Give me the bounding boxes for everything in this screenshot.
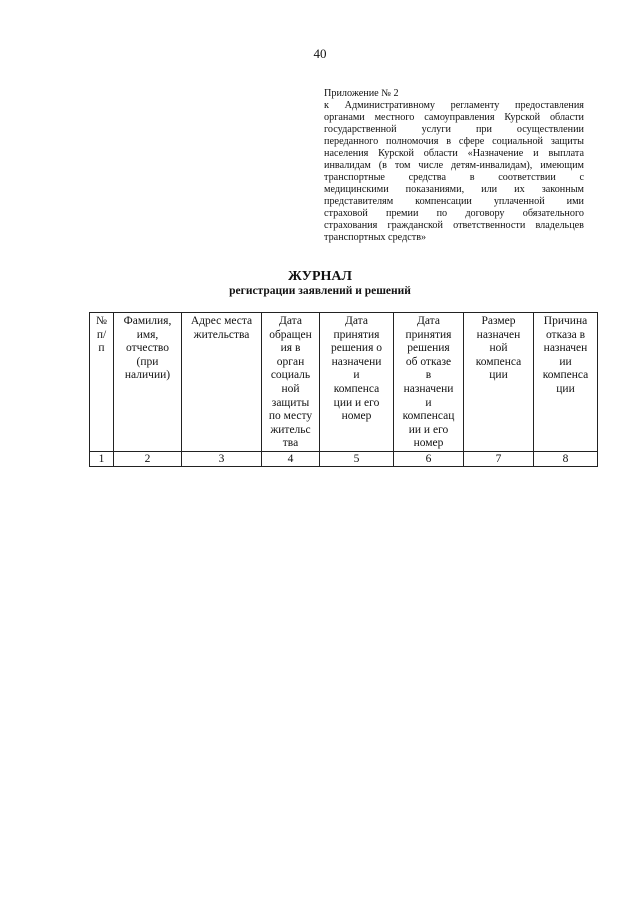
header-text: Дата bbox=[417, 315, 440, 327]
header-text: назначен bbox=[476, 328, 521, 341]
appendix-line: страхования гражданской ответственности владельцев bbox=[324, 220, 584, 231]
header-text: п bbox=[98, 342, 105, 355]
header-text: компенса bbox=[475, 355, 522, 368]
header-text: об отказе bbox=[405, 355, 452, 368]
header-text: ции и его bbox=[333, 396, 380, 409]
header-text: ции bbox=[556, 382, 575, 395]
header-text: п/ bbox=[96, 328, 107, 341]
journal-title: ЖУРНАЛ bbox=[288, 269, 352, 284]
column-number-cell: 4 bbox=[262, 451, 320, 466]
appendix-line: органами местного самоуправления Курской области bbox=[324, 112, 584, 123]
appendix-line: населения Курской области «Назначение и выплата bbox=[324, 148, 584, 159]
register-table bbox=[89, 312, 598, 467]
header-text: Адрес места bbox=[190, 315, 253, 327]
appendix-line: медицинскими показаниями, или их законным bbox=[324, 184, 584, 195]
header-text: принятия bbox=[333, 328, 380, 341]
appendix-line: страховой премии по договору обязательного bbox=[324, 208, 584, 219]
header-text: орган bbox=[276, 355, 305, 368]
header-text: назначен bbox=[543, 342, 588, 355]
header-text: жительс bbox=[270, 423, 311, 436]
header-cell-refusal-reason bbox=[534, 313, 598, 452]
page-number: 40 bbox=[313, 46, 327, 61]
appendix-line: инвалидам (в том числе детям-инвалидам), имеющим bbox=[324, 160, 584, 171]
header-cell-full-name bbox=[114, 313, 182, 452]
header-text: и bbox=[425, 396, 432, 409]
appendix-line: транспортных средств» bbox=[324, 232, 427, 243]
appendix-block bbox=[324, 88, 584, 244]
column-number-cell: 8 bbox=[534, 451, 598, 466]
header-text: тва bbox=[282, 437, 299, 450]
header-text: № bbox=[96, 315, 107, 327]
header-text: Дата bbox=[345, 315, 368, 327]
header-text: компенсац bbox=[402, 410, 455, 423]
header-text: ной bbox=[281, 382, 300, 395]
header-text: ия в bbox=[280, 342, 301, 355]
column-number-cell: 7 bbox=[464, 451, 534, 466]
header-text: ной bbox=[489, 342, 508, 355]
header-text: ции bbox=[489, 369, 508, 382]
appendix-line: транспортные средства в соответствии с bbox=[324, 172, 584, 183]
appendix-line: государственной услуги при осуществлении bbox=[324, 124, 584, 135]
header-text: решения bbox=[407, 342, 450, 355]
header-text: принятия bbox=[405, 328, 452, 341]
appendix-line: к Административному регламенту предоставления bbox=[324, 100, 584, 111]
column-number-cell: 6 bbox=[394, 451, 464, 466]
header-text: решения о bbox=[330, 342, 383, 355]
header-text: имя, bbox=[136, 328, 159, 341]
header-text: в bbox=[425, 369, 432, 382]
header-text: и bbox=[353, 369, 360, 382]
header-text: компенса bbox=[333, 382, 380, 395]
header-text: Причина bbox=[543, 315, 588, 327]
header-cell-number bbox=[90, 313, 114, 452]
appendix-line: представителям компенсации уплаченной ими bbox=[324, 196, 584, 207]
column-number-cell: 1 bbox=[90, 451, 114, 466]
header-text: по месту bbox=[268, 410, 313, 423]
header-text: социаль bbox=[270, 369, 311, 382]
header-text: Фамилия, bbox=[123, 315, 172, 327]
header-text: компенса bbox=[542, 369, 589, 382]
header-cell-refusal-decision bbox=[394, 313, 464, 452]
header-cell-address bbox=[182, 313, 262, 452]
column-number-row bbox=[90, 451, 598, 466]
appendix-line: переданного полномочия в сфере социальной защиты bbox=[324, 136, 584, 147]
header-cell-compensation-amount bbox=[464, 313, 534, 452]
header-text: ии и его bbox=[408, 423, 449, 436]
header-text: наличии) bbox=[124, 369, 171, 382]
header-text: Размер bbox=[481, 315, 516, 327]
header-text: защиты bbox=[271, 396, 310, 409]
header-text: жительства bbox=[193, 328, 250, 341]
column-number-cell: 5 bbox=[320, 451, 394, 466]
header-text: номер bbox=[341, 410, 372, 423]
header-cell-application-date bbox=[262, 313, 320, 452]
header-row bbox=[90, 313, 598, 452]
header-text: номер bbox=[413, 437, 444, 450]
header-cell-assignment-decision bbox=[320, 313, 394, 452]
column-number-cell: 3 bbox=[182, 451, 262, 466]
column-number-cell: 2 bbox=[114, 451, 182, 466]
header-text: отказа в bbox=[545, 328, 586, 341]
header-text: обращен bbox=[269, 328, 312, 341]
header-text: назначени bbox=[331, 355, 382, 368]
header-text: (при bbox=[136, 355, 159, 368]
appendix-line: Приложение № 2 bbox=[324, 88, 399, 99]
header-text: отчество bbox=[125, 342, 170, 355]
journal-subtitle: регистрации заявлений и решений bbox=[229, 285, 411, 297]
header-text: Дата bbox=[279, 315, 302, 327]
header-text: ии bbox=[559, 355, 572, 368]
header-text: назначени bbox=[403, 382, 454, 395]
